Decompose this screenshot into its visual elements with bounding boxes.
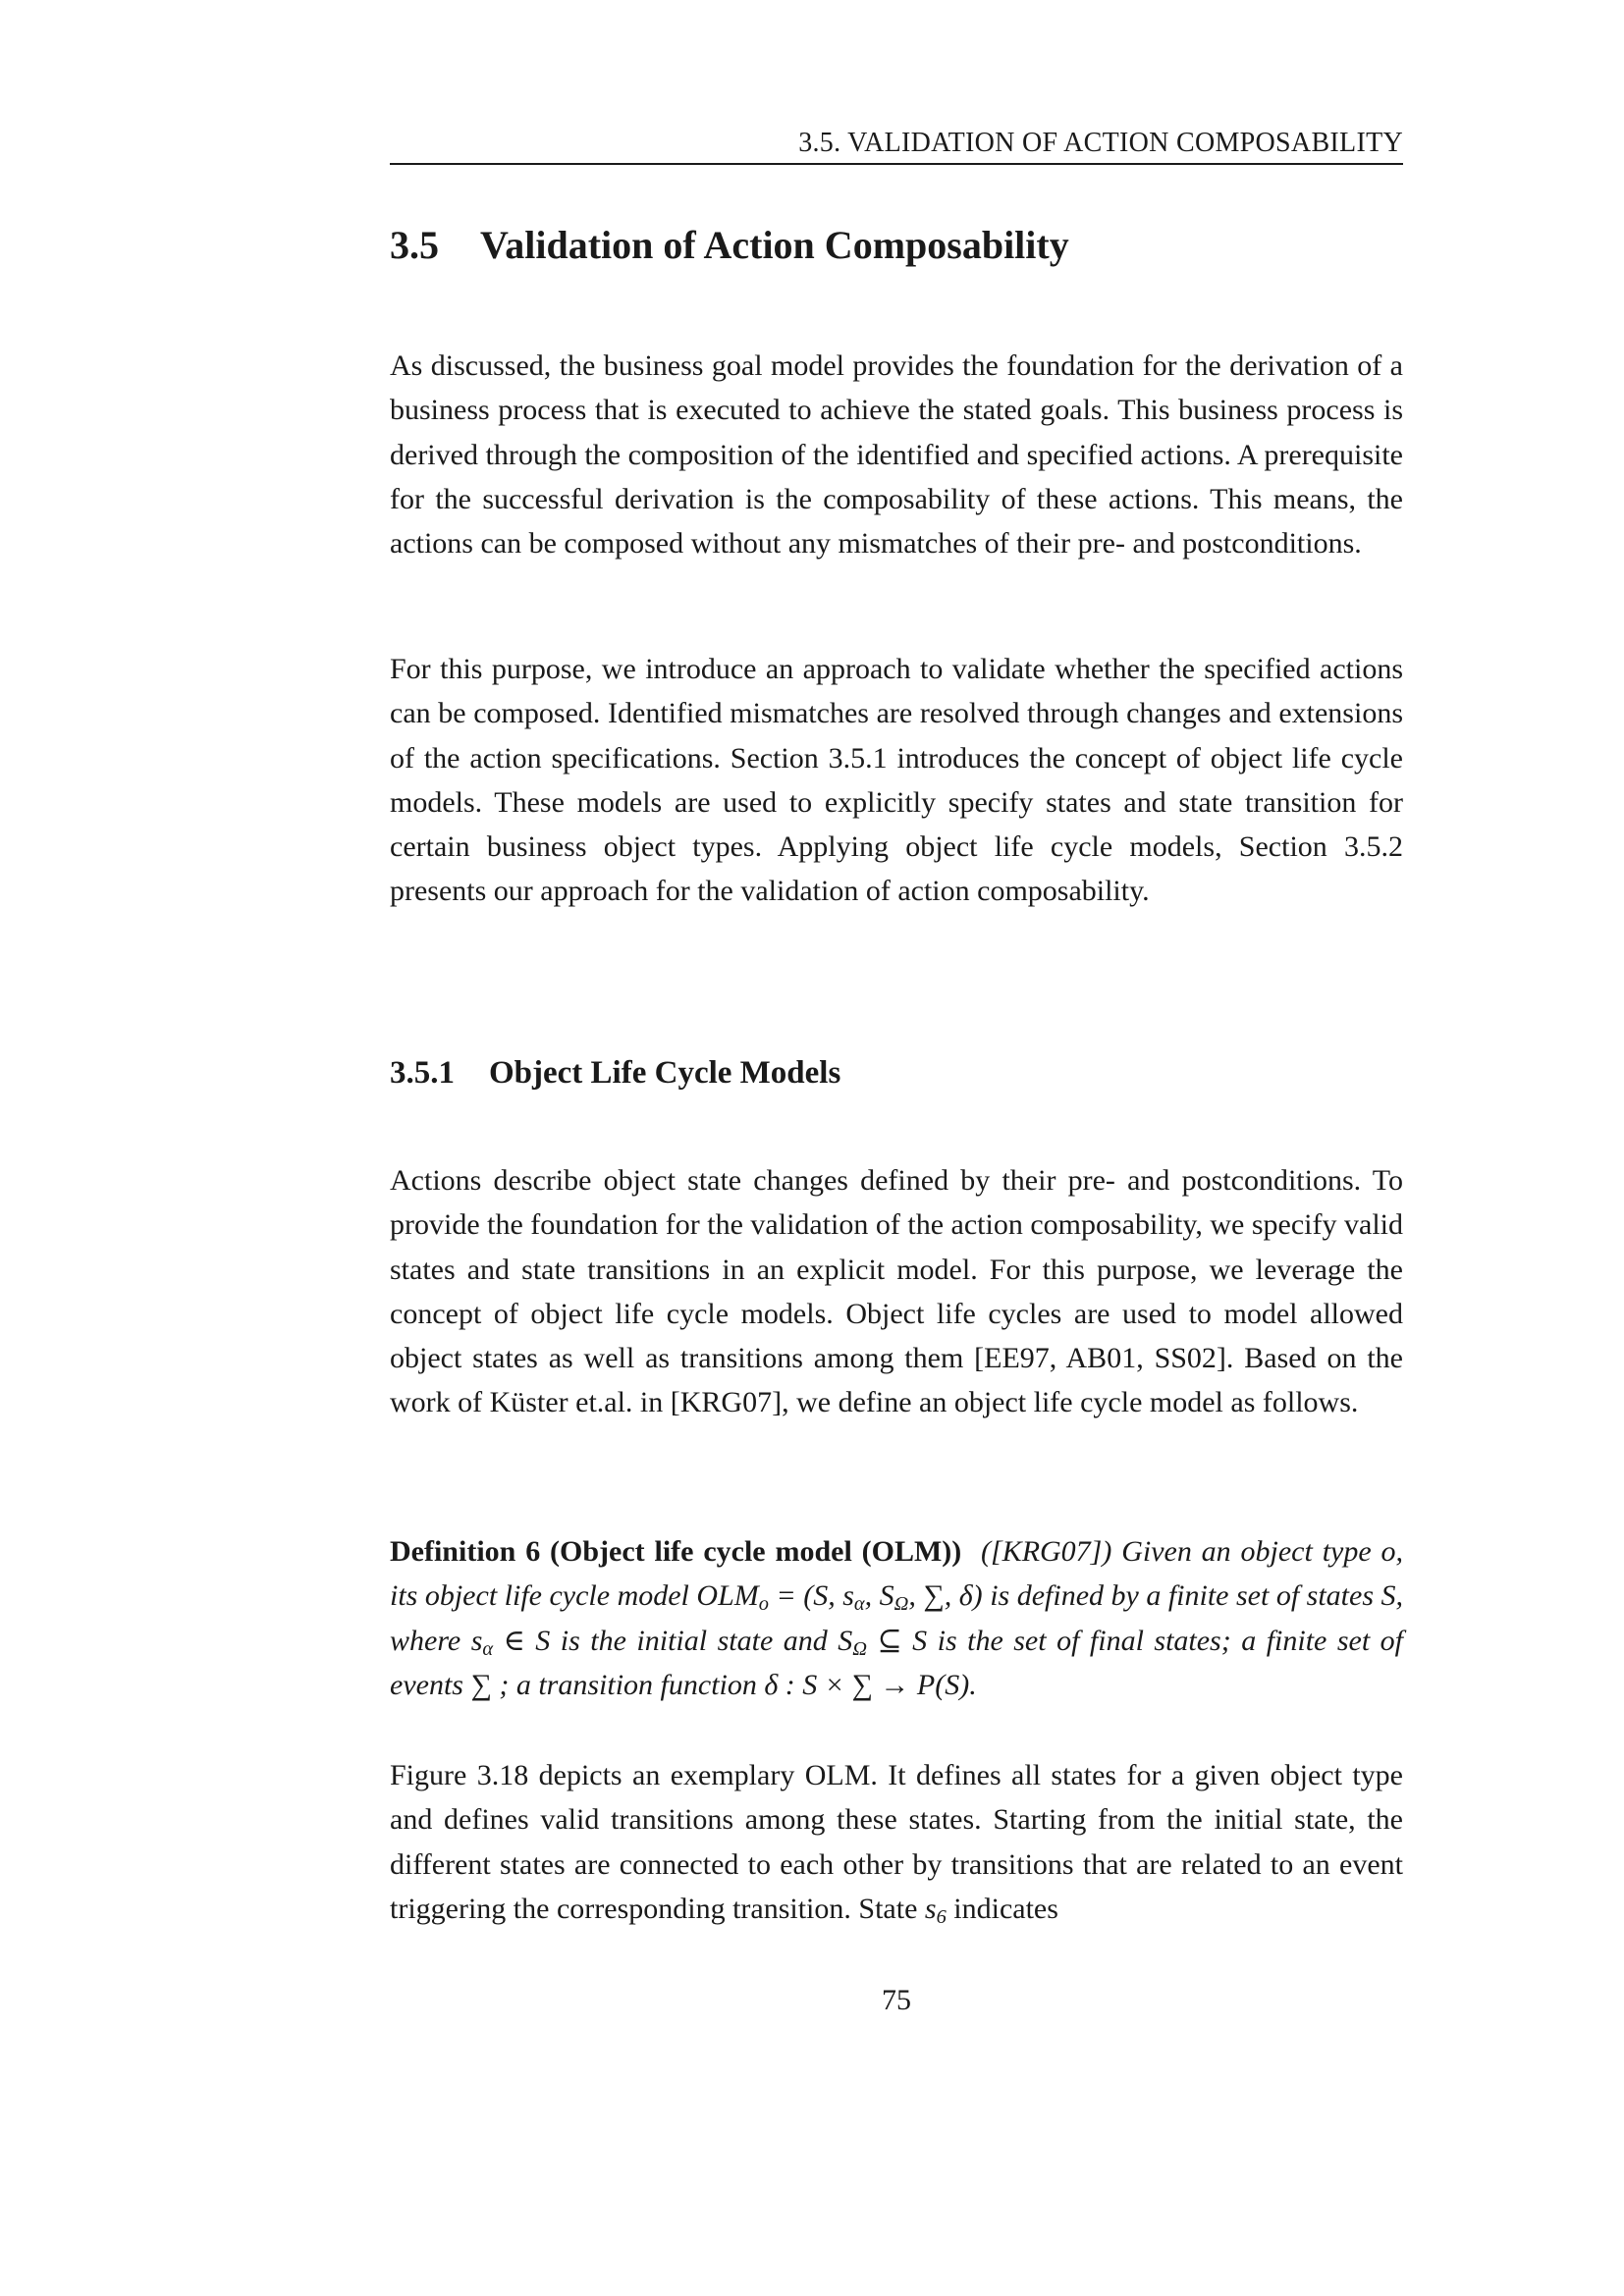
definition-label: Definition 6 (Object life cycle model (OLM))	[390, 1535, 962, 1568]
formula-olm: $OLM_o = (S$, $s_\alpha$, $S_\Omega$, ∑, δ)	[696, 1579, 983, 1616]
subsection-title-text: Object Life Cycle Models	[489, 1055, 841, 1091]
formula-transition-function: δ : S × ∑ → P(S)	[764, 1668, 970, 1701]
page-number: 75	[882, 1984, 911, 2016]
paragraph-purpose: For this purpose, we introduce an approach to validate whether the specified actions can be composed. Identified mismatches are resolved through changes and extensions of the action specifications. Section 3.5.1 introduces the concept of object life cycle models. These models are used to explicitly specify states and state transition for certain business object types. Applying object life cycle models, Section 3.5.2 presents our approach for the validation of action composability.	[390, 653, 1403, 908]
formula-final-states: $S_\Omega$ ⊆ S	[838, 1624, 928, 1660]
subsection-number: 3.5.1	[390, 1055, 455, 1091]
paragraph-intro: As discussed, the business goal model provides the foundation for the derivation of a business process that is executed to achieve the stated goals. This business process is derived through the composition of the identified and specified actions. A prerequisite for the successful derivation is the composability of these actions. This means, the actions can be composed without any mismatches of their pre- and postconditions.	[390, 349, 1403, 561]
running-head: 3.5. VALIDATION OF ACTION COMPOSABILITY	[390, 128, 1403, 165]
formula-state-s6: $s_6$	[924, 1892, 947, 1928]
formula-initial-state: $s_\alpha$ ∈ S	[470, 1624, 551, 1660]
formula-events: ∑	[470, 1668, 492, 1701]
subsection-title	[390, 1055, 840, 1092]
section-number: 3.5	[390, 223, 439, 267]
definition-body: ([KRG07]) Given an object type o, its object life cycle model $OLM_o = (S$, $s_\alpha$, $S_\Omega$, ∑, δ) is defined by a finite set of states S, where $s_\alpha$ ∈ S is the initial state and $S_\Omega$ ⊆ S is the set of final states; a finite set of events ∑ ; a transition function δ : S × ∑ → P(S).	[390, 1535, 1404, 1701]
section-title	[390, 222, 1069, 268]
definition-block	[390, 1529, 1403, 1707]
paragraph-figure-description: Figure 3.18 depicts an exemplary OLM. It defines all states for a given object type and defines valid transitions among these states. Starting from the initial state, the different states are connected to each other by transitions that are related to an event triggering the corresponding transition. State $s_6$ indicates	[390, 1759, 1403, 1928]
section-title-text: Validation of Action Composability	[480, 223, 1069, 267]
paragraph-olm-intro: Actions describe object state changes defined by their pre- and postconditions. To provide the foundation for the validation of the action composability, we specify valid states and state transitions in an explicit model. For this purpose, we leverage the concept of object life cycle models. Object life cycles are used to model allowed object states as well as transitions among them [EE97, AB01, SS02]. Based on the work of Küster et.al. in [KRG07], we define an object life cycle model as follows.	[390, 1164, 1403, 1419]
